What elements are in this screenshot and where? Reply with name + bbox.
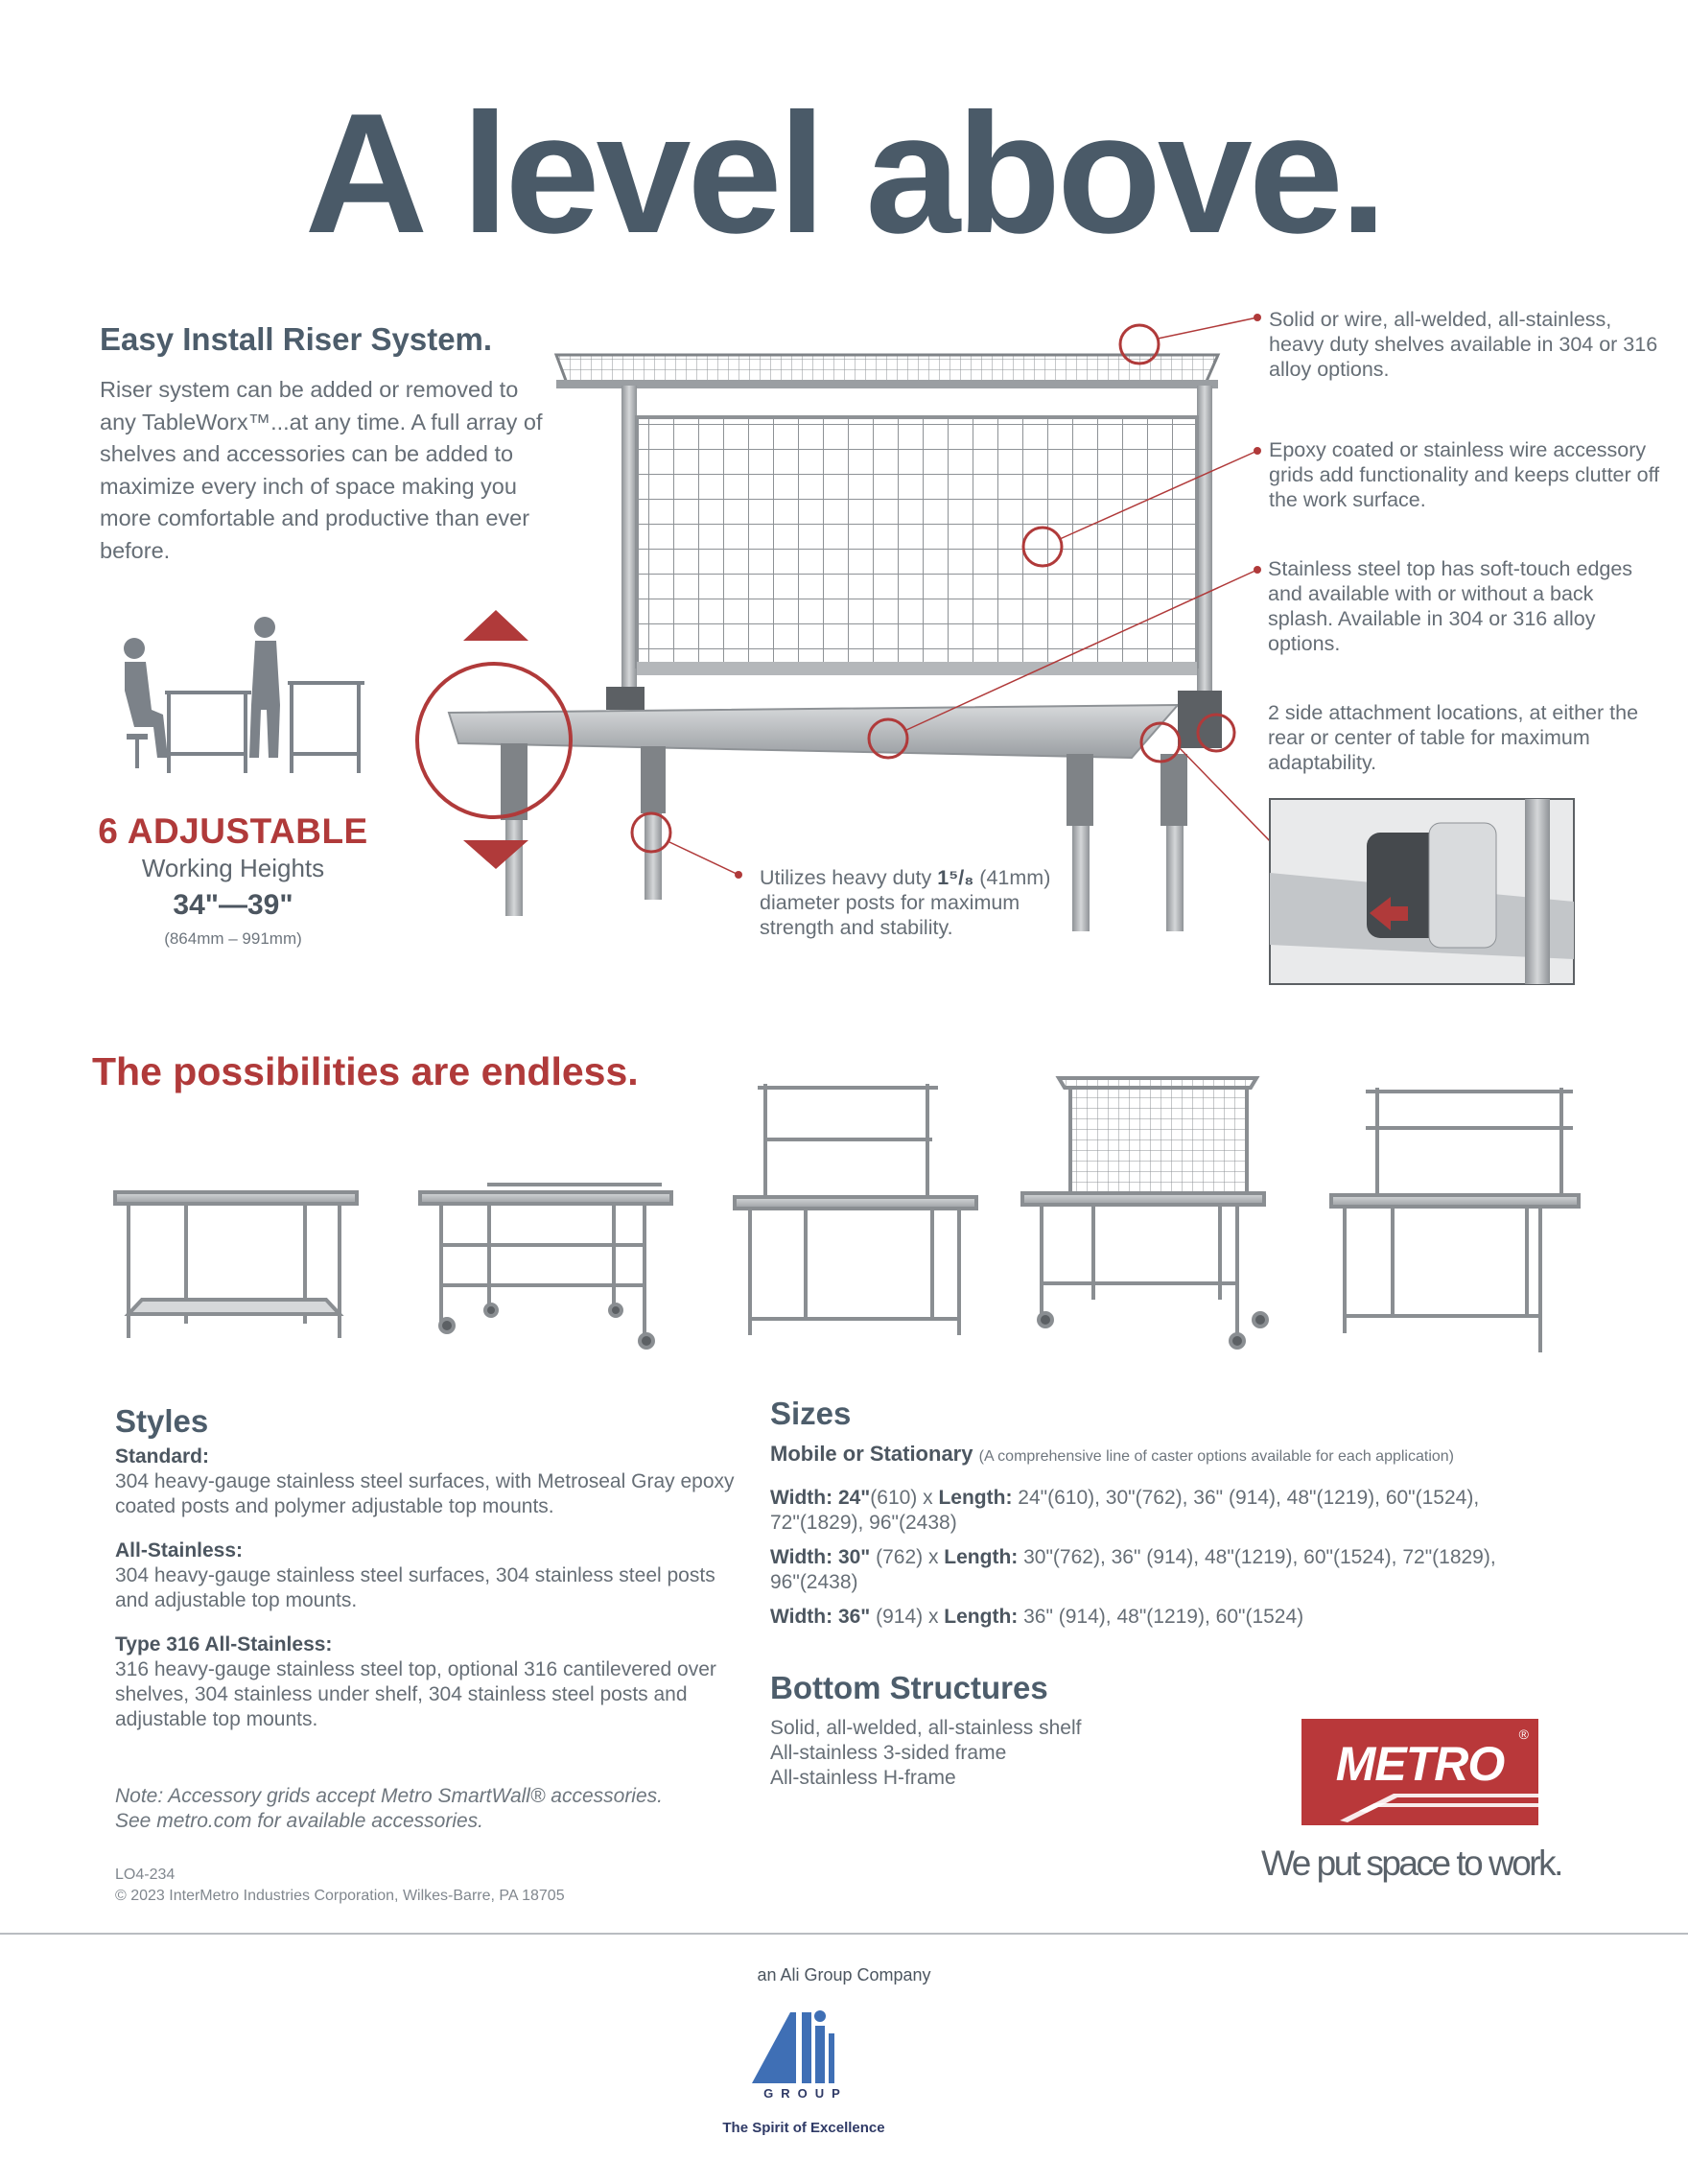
copyright: © 2023 InterMetro Industries Corporation, Wilkes-Barre, PA 18705 xyxy=(115,1888,565,1904)
style-item xyxy=(115,1632,748,1732)
style-desc: 304 heavy-gauge stainless steel surfaces, 304 stainless steel posts and adjustable top mounts. xyxy=(115,1564,715,1611)
product-all-stainless xyxy=(420,1185,671,1348)
sizes-subnote: (A comprehensive line of caster options available for each application) xyxy=(978,1448,1454,1465)
bottom-structures-heading: Bottom Structures xyxy=(770,1670,1048,1705)
size-length-label: Length: xyxy=(944,1546,1019,1568)
style-desc: 304 heavy-gauge stainless steel surfaces, with Metroseal Gray epoxy coated posts and polymer adjustable top mounts. xyxy=(115,1470,735,1517)
adjustable-subtitle: Working Heights xyxy=(141,854,325,882)
legal-block xyxy=(115,1865,565,1907)
metro-logo xyxy=(1301,1719,1538,1825)
riser-heading: Easy Install Riser System. xyxy=(100,321,493,357)
size-width: Width: 36" xyxy=(770,1606,871,1628)
style-name: Standard: xyxy=(115,1445,210,1468)
callout-posts-size: 1⁵/₈ xyxy=(937,866,974,889)
size-width-mm: (610) x xyxy=(870,1487,939,1509)
size-lengths: 30"(762), 36" (914), 48"(1219), 60"(1524), 72"(1829), 96"(2438) xyxy=(770,1546,1496,1593)
bottom-structure-item: All-stainless 3-sided frame xyxy=(770,1742,1007,1764)
size-width: Width: 24" xyxy=(770,1487,871,1509)
callout-grids: Epoxy coated or stainless wire accessory grids add functionality and keeps clutter off the work surface. xyxy=(1269,438,1660,511)
hero-table xyxy=(449,355,1222,931)
bottom-structure-item: Solid, all-welded, all-stainless shelf xyxy=(770,1717,1082,1739)
callout-top: Stainless steel top has soft-touch edges and available with or without a back splash. Available in 304 or 316 alloy options. xyxy=(1268,557,1633,655)
style-desc: 316 heavy-gauge stainless steel top, optional 316 cantilevered over shelves, 304 stainless under shelf, 304 stainless steel posts and adjustable top mounts. xyxy=(115,1658,716,1730)
size-row xyxy=(770,1545,1499,1595)
product-riser-two-shelves xyxy=(1331,1088,1579,1352)
riser-description: Riser system can be added or removed to any TableWorx™...at any time. A full array of shelves and accessories can be added to maximize every inch of space making you more comfortable and productive than ever before. xyxy=(100,377,543,563)
inset-detail xyxy=(1270,799,1574,984)
bottom-structure-item: All-stainless H-frame xyxy=(770,1767,956,1789)
page-headline: A level above. xyxy=(304,78,1384,269)
sizes-list xyxy=(770,1486,1499,1639)
callout-posts-prefix: Utilizes heavy duty xyxy=(760,866,938,889)
callout-shelves: Solid or wire, all-welded, all-stainless, heavy duty shelves available in 304 or 316 alloy options. xyxy=(1269,308,1658,381)
accessory-note xyxy=(115,1784,748,1834)
size-width: Width: 30" xyxy=(770,1546,871,1568)
height-figures xyxy=(124,617,364,773)
size-lengths: 36" (914), 48"(1219), 60"(1524) xyxy=(1018,1606,1304,1628)
product-lineup xyxy=(115,1078,1579,1352)
style-item xyxy=(115,1444,748,1519)
adjustable-heights-block xyxy=(94,811,372,949)
size-length-label: Length: xyxy=(938,1487,1013,1509)
adjustable-title: 6 ADJUSTABLE xyxy=(98,811,368,851)
style-name: Type 316 All-Stainless: xyxy=(115,1633,333,1656)
product-standard xyxy=(115,1192,357,1338)
adjustable-range: 34"—39" xyxy=(173,889,293,921)
sizes-subtitle-main: Mobile or Stationary xyxy=(770,1442,973,1466)
sizes-heading: Sizes xyxy=(770,1396,852,1431)
callout-posts-suffix: (41mm) diameter posts for maximum strength and stability. xyxy=(760,866,1051,939)
note-line-2: See metro.com for available accessories. xyxy=(115,1810,483,1832)
product-riser-shelves xyxy=(735,1084,976,1335)
ali-spirit-tagline: The Spirit of Excellence xyxy=(722,2120,885,2136)
styles-list xyxy=(115,1444,748,1751)
literature-code: LO4-234 xyxy=(115,1867,176,1883)
size-row xyxy=(770,1486,1499,1536)
size-row xyxy=(770,1605,1499,1630)
note-line-1: Note: Accessory grids accept Metro SmartWall® accessories. xyxy=(115,1785,663,1807)
possibilities-heading: The possibilities are endless. xyxy=(92,1049,639,1093)
size-lengths: 24"(610), 30"(762), 36" (914), 48"(1219), 60"(1524), 72"(1829), 96"(2438) xyxy=(770,1487,1480,1534)
callout-attachment: 2 side attachment locations, at either the rear or center of table for maximum adaptability. xyxy=(1268,701,1639,774)
callout-posts xyxy=(760,865,1057,940)
size-width-mm: (762) x xyxy=(870,1546,945,1568)
ali-group-word: GROUP xyxy=(763,2086,848,2101)
metro-registered-mark: ® xyxy=(1518,1726,1529,1742)
metro-logo-text: METRO xyxy=(1335,1737,1505,1791)
style-item xyxy=(115,1538,748,1613)
metro-tagline: We put space to work. xyxy=(1261,1843,1561,1883)
footer-divider xyxy=(0,1933,1688,1935)
ali-group-logo xyxy=(748,2005,863,2101)
sizes-subtitle xyxy=(770,1442,1454,1467)
size-width-mm: (914) x xyxy=(870,1606,945,1628)
size-length-label: Length: xyxy=(944,1606,1019,1628)
bottom-structures-list xyxy=(770,1716,1082,1791)
product-riser-grid xyxy=(1022,1078,1267,1348)
adjustable-range-mm: (864mm – 991mm) xyxy=(164,929,302,948)
style-name: All-Stainless: xyxy=(115,1539,244,1562)
ali-group-company: an Ali Group Company xyxy=(757,1965,931,1984)
styles-heading: Styles xyxy=(115,1403,209,1439)
